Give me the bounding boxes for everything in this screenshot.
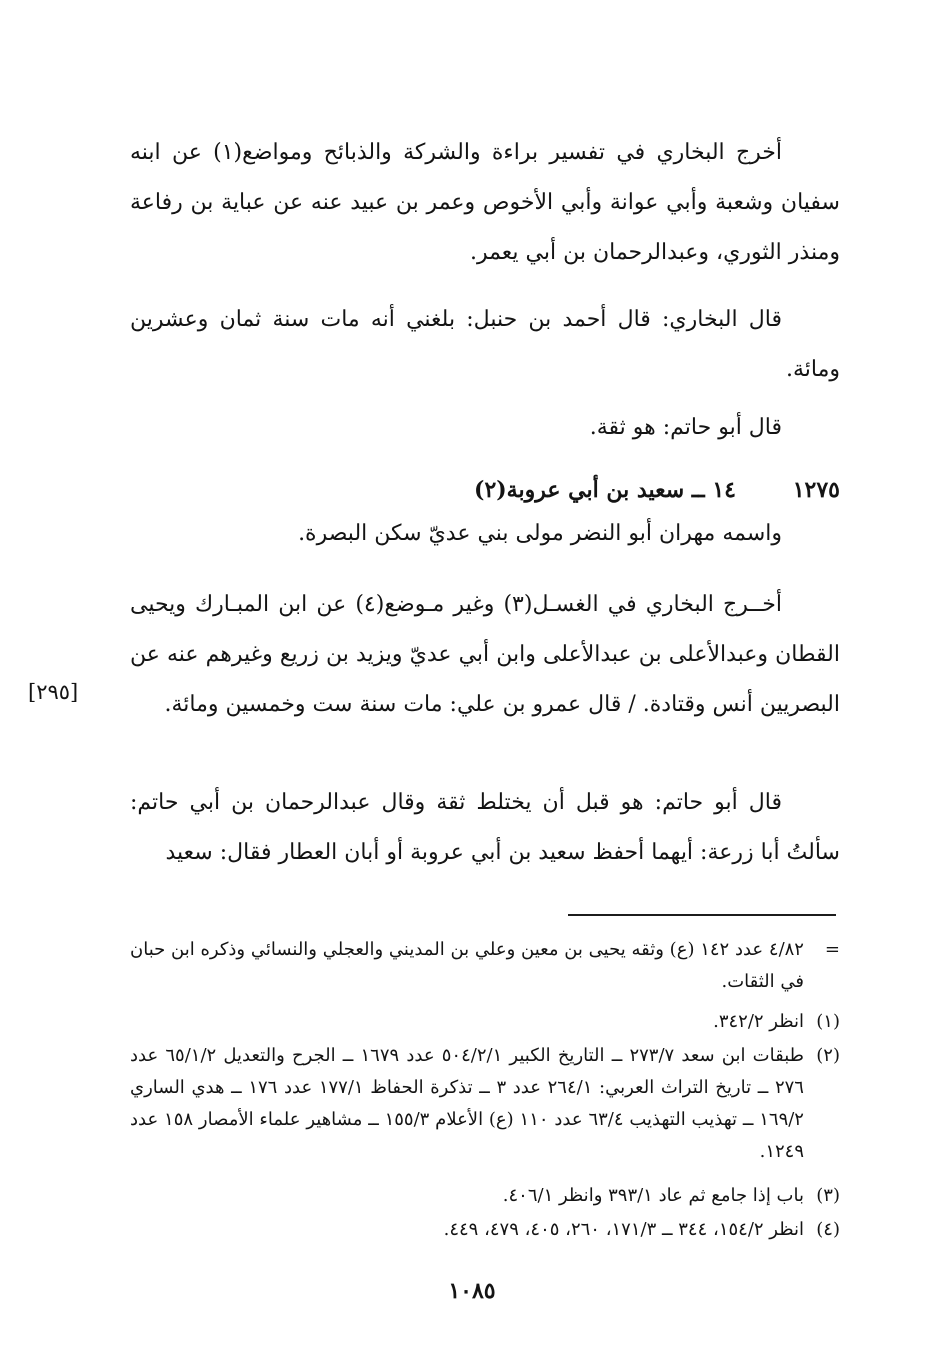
paragraph-1: أخرج البخاري في تفسير براءة والشركة والذبائح ومواضع(١) عن ابنه سفيان وشعبة وأبي عوانة وأبي الأخوص وعمر بن عبيد عنه عن عباية بن رفاعة ومنذر الثوري، وعبدالرحمان بن أبي يعمر. [130,140,840,265]
footnote-text: باب إذا جامع ثم عاد ٣٩٣/١ وانظر ٤٠٦/١. [502,1185,804,1206]
footnote-text: انظر ١٥٤/٢، ٣٤٤ ــ ١٧١/٣، ٢٦٠، ٤٠٥، ٤٧٩، ٤٤٩. [443,1219,804,1240]
footnote-mark: (١) [816,1011,840,1032]
page-number: ١٠٨٥ [448,1278,496,1304]
footnote-1 [130,1006,840,1038]
footnote-mark: (٤) [816,1219,840,1240]
margin-page-reference: [٢٩٥] [28,680,79,704]
footnote-mark: (٢) [816,1045,840,1066]
footnote-mark: = [824,939,840,960]
footnote-mark: (٣) [816,1185,840,1206]
footnote-text: انظر ٣٤٢/٢. [713,1011,804,1032]
entry-subtitle: واسمه مهران أبو النضر مولى بني عديّ سكن البصرة. [298,521,782,546]
footnote-text: ٤/٨٢ عدد ١٤٢ (ع) وثقه يحيى بن معين وعلي بن المديني والعجلي والنسائي وذكره ابن حبان في الثقات. [130,939,804,992]
entry-title: ١٤ ــ سعيد بن أبي عروبة(٢) [474,477,736,503]
paragraph-2: قال البخاري: قال أحمد بن حنبل: بلغني أنه مات سنة ثمان وعشرين ومائة. [130,307,840,382]
entry-heading [130,470,840,510]
paragraph-3: قال أبو حاتم: هو ثقة. [589,415,782,440]
paragraph-5: قال أبو حاتم: هو قبل أن يختلط ثقة وقال عبدالرحمان بن أبي حاتم: سألتُ أبا زرعة: أيهما أحفظ سعيد بن أبي عروبة أو أبان العطار فقال: سعيد [130,790,840,865]
footnote-4 [130,1214,840,1246]
footnote-continued [130,934,840,998]
entry-number: ١٢٧٥ [792,477,840,503]
entry-subtitle-line [130,514,840,554]
footnote-text: طبقات ابن سعد ٢٧٣/٧ ــ التاريخ الكبير ٥٠٤/٢/١ عدد ١٦٧٩ ــ الجرح والتعديل ٦٥/١/٢ عدد ٢٧٦ ــ تاريخ التراث العربي: ٢٦٤/١ عدد ٣ ــ تذكرة الحفاظ ١٧٧/١ عدد ١٧٦ ــ هدي الساري ١٦٩/٢ ــ تهذيب التهذيب ٦٣/٤ عدد ١١٠ (ع) الأعلام ١٥٥/٣ ــ مشاهير علماء الأمصار ١٥٨ عدد ١٢٤٩. [130,1045,804,1162]
footnote-divider [568,914,836,916]
footnote-2 [130,1040,840,1168]
paragraph-4: أخــرج البخاري في الغسـل(٣) وغير مـوضع(٤) عن ابن المبـارك ويحيى القطان وعبدالأعلى بن عبدالأعلى وابن أبي عديّ ويزيد بن زريع وغيرهم عنه عن البصريين أنس وقتادة. / قال عمرو بن علي: مات سنة ست وخمسين ومائة. [130,592,840,717]
footnote-3 [130,1180,840,1212]
